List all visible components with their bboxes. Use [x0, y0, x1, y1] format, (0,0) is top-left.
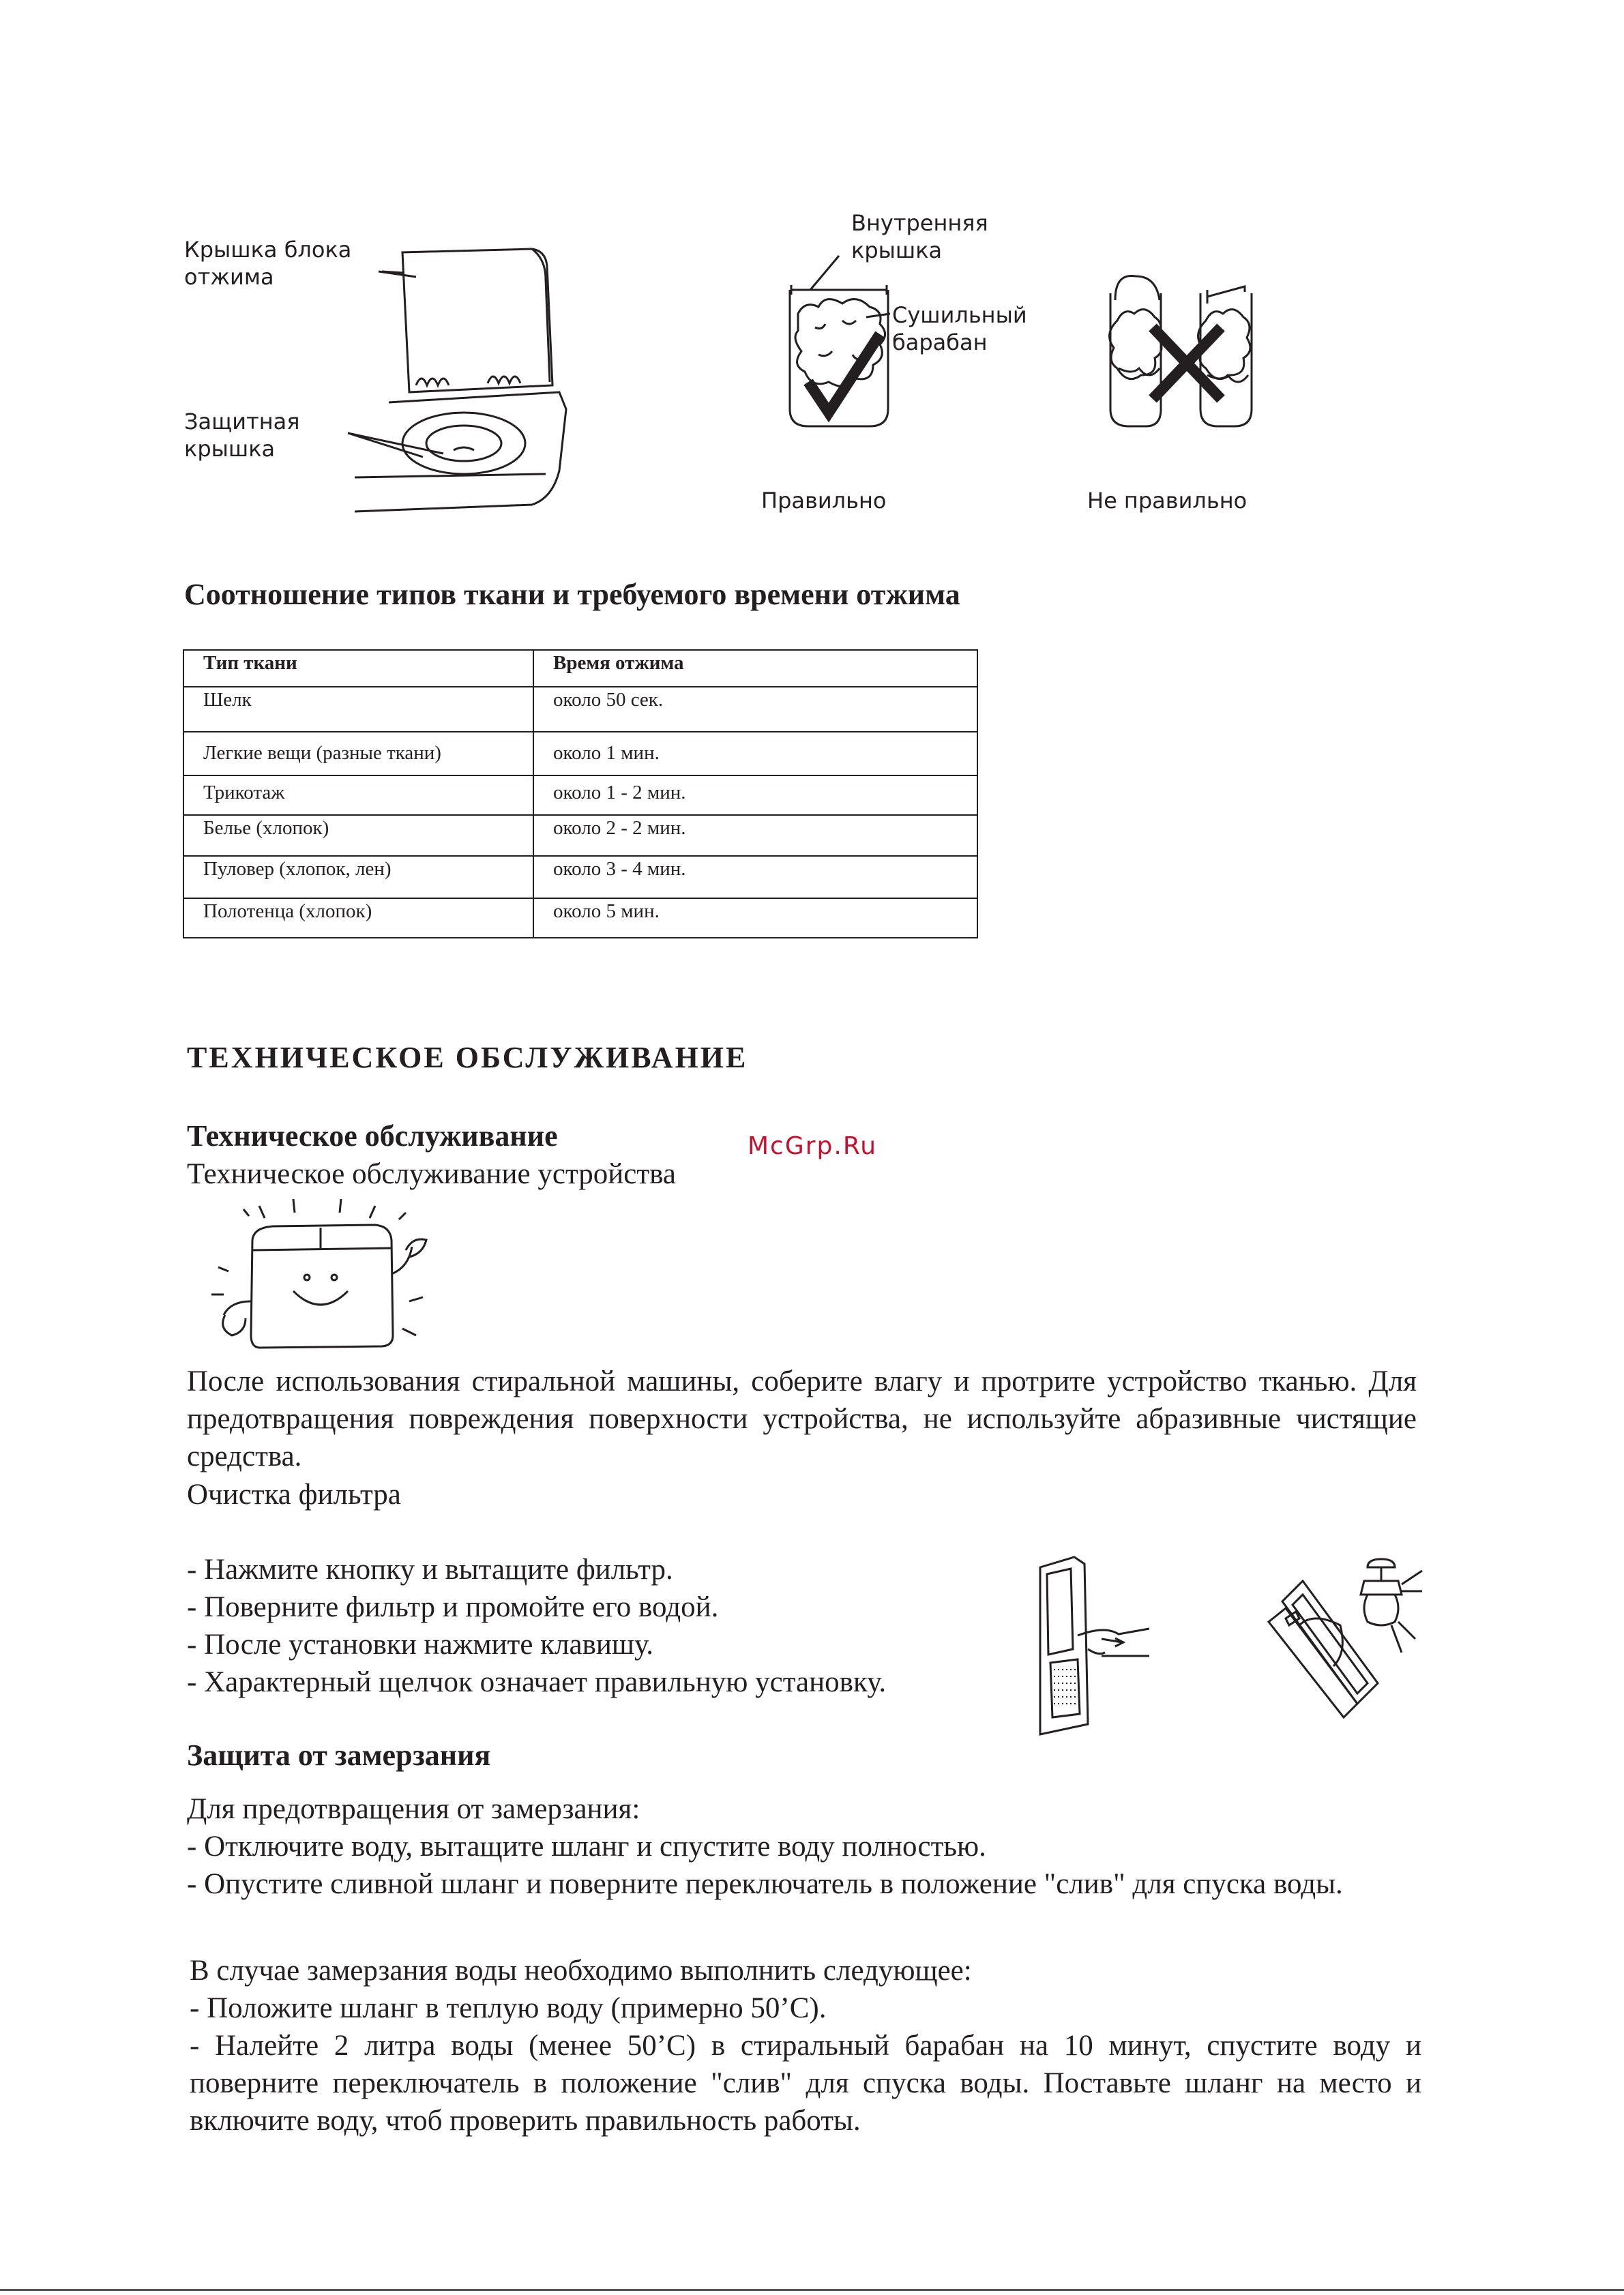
spin-time-table	[183, 649, 978, 938]
list-item: - Характерный щелчок означает правильную установку.	[187, 1666, 887, 1698]
filter-rinse-illustration	[1255, 1554, 1426, 1738]
table-cell: около 50 сек.	[533, 687, 977, 732]
list-item: - Нажмите кнопку и вытащите фильтр.	[187, 1554, 673, 1586]
table-cell: Полотенца (хлопок)	[183, 898, 533, 938]
filter-steps	[187, 1551, 886, 1701]
table-cell: около 3 - 4 мин.	[533, 856, 977, 898]
table-row	[183, 856, 977, 898]
table-cell: Белье (хлопок)	[183, 815, 533, 856]
table-row	[183, 687, 977, 732]
freeze-step-2: - Опустите сливной шланг и поверните переключатель в положение "слив" для спуска воды.	[187, 1868, 1343, 1900]
table-cell: Трикотаж	[183, 775, 533, 815]
filter-title: Очистка фильтра	[187, 1479, 401, 1511]
callout-safety-lid: Защитная крышка	[184, 409, 300, 462]
table-row	[183, 898, 977, 938]
callout-inner-lid: Внутренняя крышка	[851, 210, 988, 263]
spin-section-title: Соотношение типов ткани и требуемого времени отжима	[184, 578, 960, 611]
callout-dryer-drum: Сушильный барабан	[892, 302, 1027, 355]
happy-machine-illustration	[205, 1199, 437, 1363]
table-cell: Пуловер (хлопок, лен)	[183, 856, 533, 898]
table-cell: около 1 - 2 мин.	[533, 775, 977, 815]
correct-label: Правильно	[761, 488, 887, 514]
incorrect-label: Не правильно	[1087, 488, 1247, 514]
callout-spin-lid: Крышка блока отжима	[184, 237, 352, 290]
cleaning-text: После использования стиральной машины, соберите влагу и протрите устройство тканью. Для предотвращения повреждения поверхности устройства, не используйте абразивные чистящие средства.	[187, 1365, 1417, 1472]
table-header-fabric: Тип ткани	[183, 650, 533, 687]
table-cell: около 1 мин.	[533, 732, 977, 775]
filter-removal-illustration	[1033, 1554, 1156, 1738]
freeze-step-1: - Отключите воду, вытащите шланг и спустите воду полностью.	[187, 1831, 986, 1863]
watermark: McGrp.Ru	[748, 1132, 878, 1160]
incorrect-loading-illustration	[1098, 273, 1275, 436]
callout-leader-lines	[341, 259, 437, 464]
freeze-heading: Защита от замерзания	[187, 1738, 491, 1772]
page-bottom-rule	[0, 2289, 1624, 2291]
table-row	[183, 732, 977, 775]
list-item: - После установки нажмите клавишу.	[187, 1629, 653, 1661]
table-header-row	[183, 650, 977, 687]
maintenance-subtitle: Техническое обслуживание устройства	[187, 1158, 676, 1190]
maintenance-subheading: Техническое обслуживание	[187, 1119, 558, 1153]
freeze-case-step-2: - Налейте 2 литра воды (менее 50’C) в стиральный барабан на 10 минут, спустите воду и поверните переключатель в положение "слив" для спуска воды. Поставьте шланг на место и включите воду, чтоб проверить правильность работы.	[190, 2030, 1421, 2137]
table-row	[183, 775, 977, 815]
table-cell: Шелк	[183, 687, 533, 732]
table-cell: около 5 мин.	[533, 898, 977, 938]
list-item: - Поверните фильтр и промойте его водой.	[187, 1591, 719, 1623]
table-header-time: Время отжима	[533, 650, 977, 687]
table-row	[183, 815, 977, 856]
table-cell: Легкие вещи (разные ткани)	[183, 732, 533, 775]
correct-loading-illustration	[778, 252, 914, 436]
maintenance-heading: ТЕХНИЧЕСКОЕ ОБСЛУЖИВАНИЕ	[187, 1041, 748, 1074]
freeze-case-intro: В случае замерзания воды необходимо выполнить следующее:	[190, 1955, 972, 1987]
freeze-case-step-1: - Положите шланг в теплую воду (примерно 50’C).	[190, 1992, 827, 2024]
table-cell: около 2 - 2 мин.	[533, 815, 977, 856]
freeze-intro: Для предотвращения от замерзания:	[187, 1793, 640, 1825]
